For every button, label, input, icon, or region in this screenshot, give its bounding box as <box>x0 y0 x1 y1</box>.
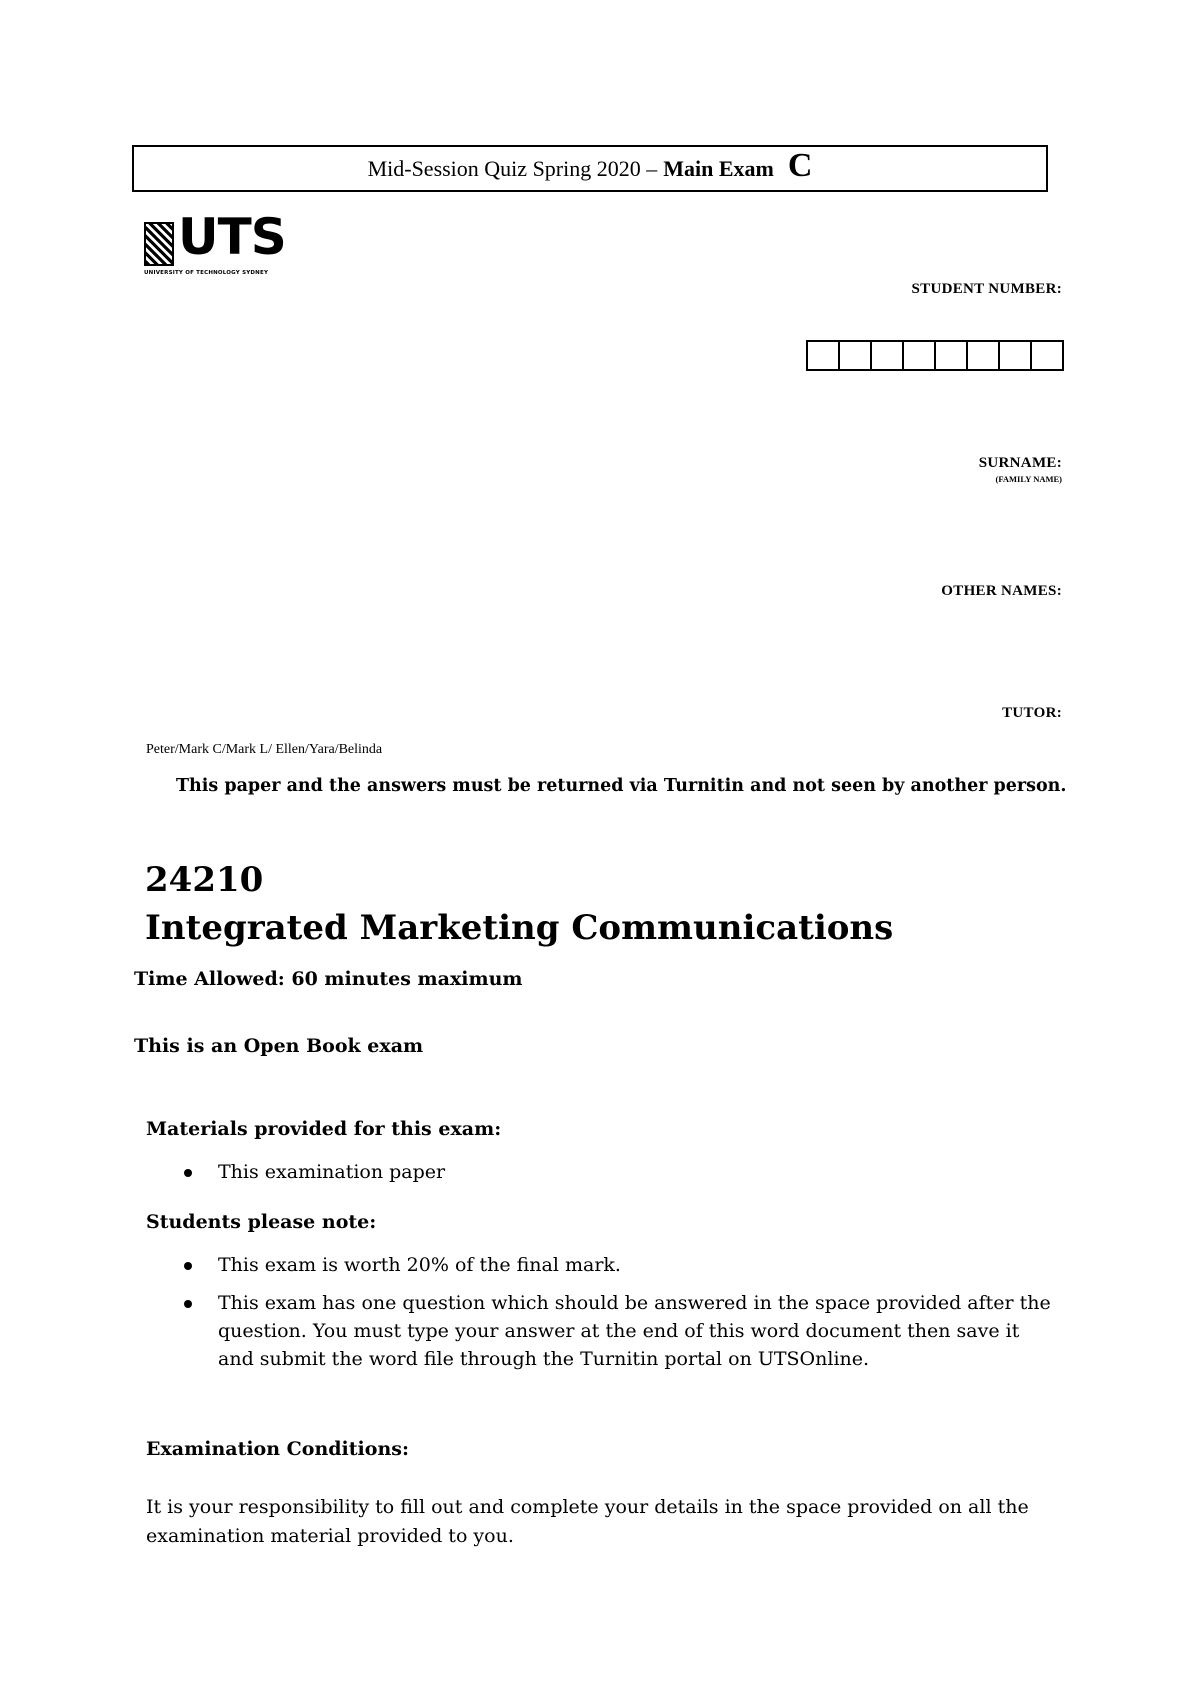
materials-list <box>146 1158 1058 1186</box>
course-title: Integrated Marketing Communications <box>145 908 894 948</box>
return-note: This paper and the answers must be returned via Turnitin and not seen by another person. <box>176 776 1067 796</box>
conditions-heading: Examination Conditions: <box>146 1438 409 1460</box>
uts-tagline: UNIVERSITY OF TECHNOLOGY SYDNEY <box>144 270 269 276</box>
conditions-text: It is your responsibility to fill out and complete your details in the space provided on all the examination material provided to you. <box>146 1496 1029 1547</box>
tutor-options: Peter/Mark C/Mark L/ Ellen/Yara/Belinda <box>146 742 383 757</box>
bullet-icon <box>184 1262 192 1270</box>
student-number-digit-box[interactable] <box>968 342 1000 369</box>
notes-list <box>146 1251 1058 1373</box>
student-number-digit-box[interactable] <box>872 342 904 369</box>
time-allowed: Time Allowed: 60 minutes maximum <box>134 968 523 990</box>
student-number-digit-box[interactable] <box>904 342 936 369</box>
bullet-icon <box>184 1300 192 1308</box>
uts-logo-mark-icon <box>144 222 174 266</box>
student-number-digit-box[interactable] <box>808 342 840 369</box>
student-number-label: STUDENT NUMBER: <box>911 281 1062 297</box>
surname-label: SURNAME: <box>978 455 1062 471</box>
list-item: This examination paper <box>146 1158 1058 1186</box>
list-item: This exam is worth 20% of the final mark. <box>146 1251 1058 1279</box>
student-number-digit-box[interactable] <box>1000 342 1032 369</box>
list-item: This exam has one question which should be answered in the space provided after the question. You must type your answer at the end of this word document then save it and submit the word file through the Turnitin portal on UTSOnline. <box>146 1289 1058 1373</box>
student-number-digit-box[interactable] <box>840 342 872 369</box>
course-code: 24210 <box>145 860 264 900</box>
uts-wordmark: UTS <box>178 208 286 266</box>
bullet-icon <box>184 1169 192 1177</box>
materials-heading: Materials provided for this exam: <box>146 1118 502 1140</box>
student-number-digit-box[interactable] <box>936 342 968 369</box>
exam-type: Main Exam <box>663 155 774 181</box>
open-book-note: This is an Open Book exam <box>134 1035 424 1057</box>
quiz-title: Mid-Session Quiz Spring 2020 – <box>367 155 658 181</box>
notes-heading: Students please note: <box>146 1211 377 1233</box>
student-number-digit-box[interactable] <box>1032 342 1062 369</box>
exam-header-box <box>132 145 1048 192</box>
exam-variant: C <box>787 146 813 184</box>
tutor-label: TUTOR: <box>1002 705 1062 721</box>
surname-sublabel: (FAMILY NAME) <box>995 474 1062 484</box>
student-number-boxes <box>806 340 1064 371</box>
other-names-label: OTHER NAMES: <box>941 583 1062 599</box>
uts-logo <box>144 208 290 278</box>
